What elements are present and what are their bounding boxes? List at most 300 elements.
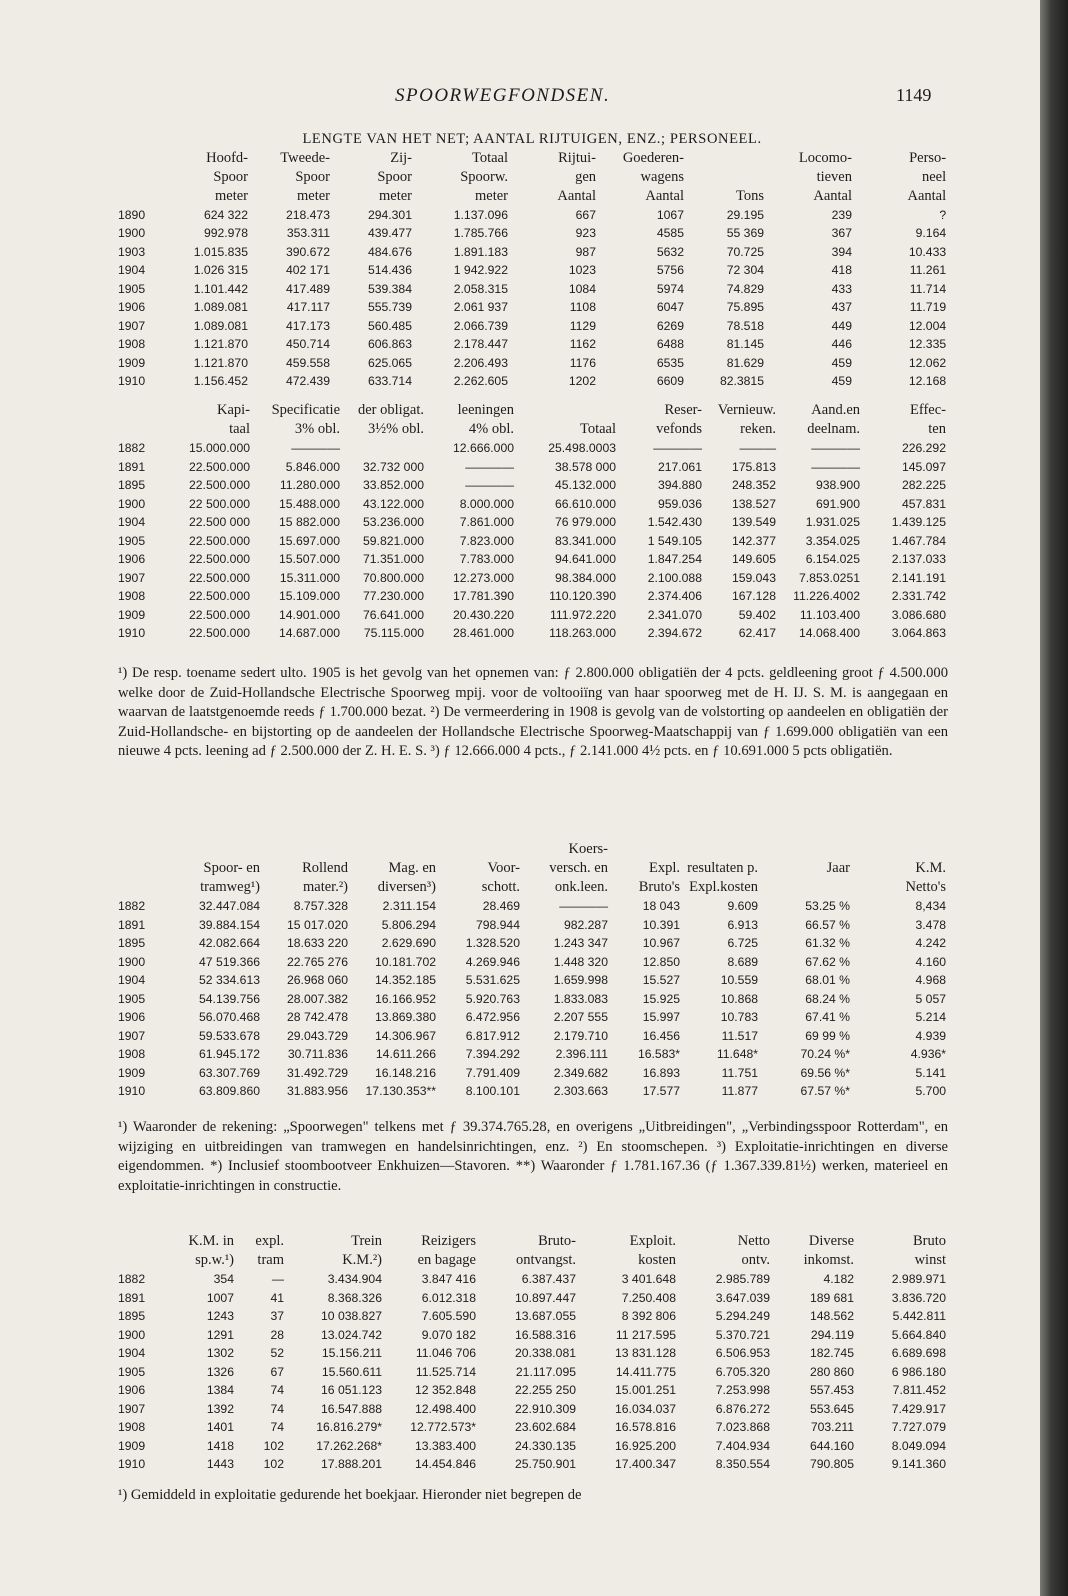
year-cell: 1905 xyxy=(118,533,146,548)
table-row xyxy=(118,916,948,935)
column-header: Netto's xyxy=(905,879,946,895)
table-cell: 354 xyxy=(213,1272,234,1286)
table-cell: ———— xyxy=(465,459,514,474)
table-cell: 5.294.249 xyxy=(715,1309,770,1323)
table-cell: 3 401.648 xyxy=(621,1272,676,1286)
table-cell: 4.936* xyxy=(910,1047,946,1061)
table-cell: 52 xyxy=(270,1346,284,1360)
table-row xyxy=(118,243,948,262)
table-cell: 2.206.493 xyxy=(453,355,508,370)
table-cell: 10.391 xyxy=(642,917,680,932)
footnote-text: ¹) De resp. toename sedert ulto. 1905 is het gevolg van het opnemen van: ƒ 2.800.000 obligatiën der 4 pcts. geldleening groot ƒ 4.500.000 welke door de Zuid-Hollandsche Electrische Spoorweg mpij. voor de voltooiïng van haar spoorweg met de H. IJ. S. M. is aangegaan en waarvan de laatstgenoemde reeds ƒ 1.700.000 bezat. ²) De vermeerdering in 1908 is gevolg van de volstorting op aandeelen en obligatiën der Zuid-Hollandsche- en bijstorting op de aandeelen der Hollandsche Electrische Spoorweg-Maatschappij van ƒ 1.699.000 obligatiën van een nieuwe 4 pcts. leening ad ƒ 2.500.000 der Z. H. E. S. ³) ƒ 12.666.000 4 pcts., ƒ 2.141.000 4½ pcts. en ƒ 10.691.000 5 pcts obligatiën. xyxy=(118,665,948,760)
column-header: der obligat. xyxy=(357,402,424,418)
table-cell: 68.24 % xyxy=(805,991,850,1006)
table-cell: 54.139.756 xyxy=(199,991,260,1006)
table-cell: 67.41 % xyxy=(805,1010,850,1024)
table-cell: 43.122.000 xyxy=(363,496,424,511)
table-cell: 69.56 %* xyxy=(800,1065,850,1080)
table-cell: 76.641.000 xyxy=(363,607,424,622)
table-cell: 11.226.4002 xyxy=(793,589,860,603)
table-cell: 417.173 xyxy=(285,318,330,333)
column-header xyxy=(686,168,766,187)
table-cell: 16.588.316 xyxy=(515,1327,576,1342)
table-cell: 41 xyxy=(270,1290,284,1305)
table-row xyxy=(118,224,948,243)
table-cell: ———— xyxy=(291,441,340,455)
year-cell: 1907 xyxy=(118,570,146,585)
table-cell: 7.404.934 xyxy=(715,1438,770,1453)
table-cell: 175.813 xyxy=(731,459,776,474)
table-cell: 472.439 xyxy=(285,374,330,388)
table-row xyxy=(118,458,948,477)
table-cell: 1.659.998 xyxy=(553,973,608,987)
year-cell: 1910 xyxy=(118,1084,146,1098)
column-header: Spoor- en xyxy=(203,860,260,876)
year-cell: 1906 xyxy=(118,1010,146,1024)
header-row xyxy=(118,401,948,420)
column-header xyxy=(118,1251,164,1270)
footnote-text: ¹) Waaronder de rekening: „Spoorwegen" telkens met ƒ 39.374.765.28, en overigens „Uitbreidingen", „Verbindingsspoor Rotterdam", en wijziging en uitbreidingen van tramwegen en handelsinrichtingen, enz. ²) En stoomschepen. ³) Exploitatie-inrichtingen en diverse eigendommen. *) Inclusief stoombootveer Enkhuizen—Stavoren. **) Waaronder ƒ 1.781.167.36 (ƒ 1.367.339.81½) werken, materieel en exploitatie-inrichtingen in constructie. xyxy=(118,1119,948,1194)
column-header: tramweg¹) xyxy=(200,879,260,895)
table-cell: 17.577 xyxy=(642,1084,680,1098)
table-cell: 37 xyxy=(270,1309,284,1323)
column-header: Specificatie xyxy=(271,402,340,418)
table-cell: 2.179.710 xyxy=(553,1028,608,1043)
table-cell: 59.533.678 xyxy=(199,1028,260,1043)
table-cell: 5.700 xyxy=(915,1084,946,1098)
year-cell: 1908 xyxy=(118,337,146,351)
table-cell: 987 xyxy=(575,244,596,259)
table-cell: 15.925 xyxy=(642,991,680,1006)
table-cell: 30.711.836 xyxy=(287,1047,348,1061)
table-cell: 25.750.901 xyxy=(515,1457,576,1471)
table-cell: 15 017.020 xyxy=(287,917,348,932)
table-cell: 217.061 xyxy=(657,459,702,474)
table-cell: 5.531.625 xyxy=(465,973,520,987)
year-cell: 1891 xyxy=(118,917,146,932)
column-header: Expl. xyxy=(648,860,680,876)
table-cell: 449 xyxy=(831,318,852,333)
table-cell: 16.148.216 xyxy=(375,1065,436,1080)
column-header xyxy=(852,840,948,859)
table-cell: 10.897.447 xyxy=(515,1290,576,1305)
year-cell: 1908 xyxy=(118,1420,146,1434)
table-cell: 74 xyxy=(270,1383,284,1397)
column-header: tieven xyxy=(816,168,852,185)
table-cell: 15.311.000 xyxy=(279,570,340,585)
table-row xyxy=(118,1008,948,1027)
column-header: reken. xyxy=(740,421,776,437)
table-cell: 10.967 xyxy=(642,936,680,950)
table-cell: 2.178.447 xyxy=(453,337,508,351)
table-row xyxy=(118,587,948,606)
column-header: ontvangst. xyxy=(515,1252,576,1268)
table-cell: 390.672 xyxy=(285,244,330,259)
table-cell: 539.384 xyxy=(367,281,412,296)
column-header xyxy=(118,859,164,878)
column-header: tram xyxy=(257,1252,284,1268)
table-cell: 15 882.000 xyxy=(279,515,340,529)
table-row xyxy=(118,934,948,953)
table-cell: 1.243 347 xyxy=(553,936,608,950)
table-cell: 139.549 xyxy=(731,515,776,529)
table-cell: 118.263.000 xyxy=(549,626,616,640)
column-header xyxy=(438,840,522,859)
table-cell: ———— xyxy=(465,478,514,492)
page-number: 1149 xyxy=(896,85,932,105)
year-cell: 1891 xyxy=(118,459,146,474)
header-row xyxy=(118,878,948,897)
table-row xyxy=(118,1289,948,1308)
table-cell: 5.214 xyxy=(915,1010,946,1024)
table-cell: 28 742.478 xyxy=(287,1010,348,1024)
table-cell: 7.250.408 xyxy=(621,1290,676,1305)
table-cell: 14.068.400 xyxy=(799,626,860,640)
table-cell: 3.086.680 xyxy=(891,607,946,622)
table-cell: 8.000.000 xyxy=(459,496,514,511)
column-header: 4% obl. xyxy=(468,421,514,437)
column-header xyxy=(118,840,164,859)
column-header: meter xyxy=(474,187,508,204)
table-cell: 450.714 xyxy=(285,337,330,351)
table-cell: 8.049.094 xyxy=(891,1438,946,1453)
table-row xyxy=(118,317,948,336)
table-cell: 22.500 000 xyxy=(189,515,250,529)
table-cell: 53.236.000 xyxy=(363,515,424,529)
year-cell: 1908 xyxy=(118,1047,146,1061)
footnote-block-2 xyxy=(118,1118,948,1196)
table-cell: 15.527 xyxy=(642,973,680,987)
year-cell: 1909 xyxy=(118,1438,146,1453)
table-cell: 21.117.095 xyxy=(515,1364,576,1379)
table-cell: 1326 xyxy=(206,1364,234,1379)
table-cell: 6.876.272 xyxy=(715,1401,770,1416)
table-row xyxy=(118,354,948,373)
table-cell: 31.883.956 xyxy=(287,1084,348,1098)
table-cell: 239 xyxy=(831,207,852,222)
table-cell: 29.195 xyxy=(726,207,764,222)
table-cell: 418 xyxy=(831,263,852,277)
year-cell: 1906 xyxy=(118,300,146,314)
table-cell: 3.836.720 xyxy=(891,1290,946,1305)
table-cell: 81.145 xyxy=(726,337,764,351)
table-cell: 6.154.025 xyxy=(805,552,860,566)
table-cell: 1.931.025 xyxy=(805,515,860,529)
table-row xyxy=(118,1400,948,1419)
column-header: Aand.en xyxy=(811,402,860,418)
table-cell: 5.442.811 xyxy=(892,1309,946,1323)
table-cell: 9.609 xyxy=(727,899,758,913)
column-header: winst xyxy=(914,1252,946,1268)
table-cell: 12.335 xyxy=(908,337,947,351)
year-cell: 1910 xyxy=(118,374,146,388)
column-header: Locomo- xyxy=(798,149,852,166)
table-cell: 1.156.452 xyxy=(193,374,248,388)
table-cell: 226.292 xyxy=(901,441,946,455)
table-cell: 14.306.967 xyxy=(375,1028,436,1043)
table-cell: 182.745 xyxy=(809,1346,854,1360)
year-cell: 1895 xyxy=(118,936,146,950)
table-cell: 32.732 000 xyxy=(363,459,424,474)
table-cell: 1.089.081 xyxy=(193,300,248,314)
table-cell: 12.168 xyxy=(908,374,947,388)
table-cell: 148.562 xyxy=(809,1309,854,1323)
table-cell: 1108 xyxy=(569,300,596,314)
table-cell: 459 xyxy=(831,374,852,388)
header-row xyxy=(118,859,948,878)
table-cell: 67.57 %* xyxy=(800,1084,850,1098)
table-cell: 1084 xyxy=(568,281,596,296)
table-cell: 2.311.154 xyxy=(382,899,436,913)
year-cell: 1903 xyxy=(118,244,146,259)
table-cell: 13 831.128 xyxy=(615,1346,676,1360)
column-header: leeningen xyxy=(457,402,514,418)
column-header xyxy=(118,187,166,206)
column-header: Exploit. xyxy=(629,1233,676,1249)
table-cell: 294.119 xyxy=(810,1327,854,1342)
table-cell: 218.473 xyxy=(285,207,330,222)
column-header: Diverse xyxy=(808,1233,854,1249)
table-cell: 1.026 315 xyxy=(193,263,248,277)
table-cell: 2.141.191 xyxy=(891,570,946,585)
column-header: Totaal xyxy=(471,149,508,166)
table-cell: 62.417 xyxy=(738,626,776,640)
table-row xyxy=(118,372,948,391)
table-cell: 61.945.172 xyxy=(199,1047,260,1061)
table-cell: 798.944 xyxy=(475,917,520,932)
column-header: en bagage xyxy=(417,1252,476,1268)
table-cell: 71.351.000 xyxy=(363,552,424,566)
table-cell: 76 979.000 xyxy=(555,515,616,529)
table-row xyxy=(118,569,948,588)
running-head xyxy=(0,85,1040,109)
year-cell: 1882 xyxy=(118,899,146,913)
table-cell: 70.24 %* xyxy=(800,1047,850,1061)
table-cell: 6.689.698 xyxy=(891,1346,946,1360)
year-cell: 1906 xyxy=(118,1383,146,1397)
table-cell: 53.25 % xyxy=(805,899,850,913)
column-header: Totaal xyxy=(579,421,616,437)
table-cell: 7.783.000 xyxy=(459,552,514,566)
table-cell: 437 xyxy=(831,300,852,314)
table-cell: 13.869.380 xyxy=(375,1010,436,1024)
table-cell: 402 171 xyxy=(285,263,330,277)
table-cell: 7.811.452 xyxy=(892,1383,946,1397)
footnote-block-1 xyxy=(118,664,948,762)
table-cell: 7.727.079 xyxy=(891,1420,946,1434)
table-row xyxy=(118,1363,948,1382)
table-cell: ——— xyxy=(739,441,776,455)
footnote-text: ¹) Gemiddeld in exploitatie gedurende het boekjaar. Hieronder niet begrepen de xyxy=(118,1487,582,1503)
column-header: 3½% obl. xyxy=(368,421,424,437)
column-header: Tweede- xyxy=(280,149,330,166)
table-cell: 5.664.840 xyxy=(891,1327,946,1342)
column-header: K.M. xyxy=(915,860,946,876)
table-cell: 142.377 xyxy=(731,533,776,548)
table-cell: 75.115.000 xyxy=(363,626,424,640)
table-cell: 16.583* xyxy=(637,1047,680,1061)
table-cell: 433 xyxy=(831,281,852,296)
table-cell: 14.454.846 xyxy=(415,1457,476,1471)
table-cell: 66.57 % xyxy=(805,917,850,932)
table-cell: 59.821.000 xyxy=(363,533,424,548)
table-cell: 280 860 xyxy=(809,1364,854,1379)
column-header: Kapi- xyxy=(216,402,250,418)
table-cell: 23.602.684 xyxy=(515,1420,576,1434)
table-cell: 63.307.769 xyxy=(199,1065,260,1080)
table-cell: 16.456 xyxy=(642,1028,680,1043)
year-cell: 1909 xyxy=(118,607,146,622)
table-row xyxy=(118,261,948,280)
table-cell: 15.488.000 xyxy=(279,496,340,511)
column-header: Effec- xyxy=(910,402,946,418)
year-cell: 1904 xyxy=(118,515,146,529)
column-header: Bruto's xyxy=(638,879,680,895)
table-cell: 2.207 555 xyxy=(553,1010,608,1024)
year-cell: 1904 xyxy=(118,973,146,987)
table-row xyxy=(118,1381,948,1400)
table-cell: 75.895 xyxy=(726,300,764,314)
table-cell: 923 xyxy=(575,226,596,240)
table-row xyxy=(118,897,948,916)
table-cell: 9.164 xyxy=(915,226,947,240)
header-row xyxy=(118,149,948,168)
year-cell: 1909 xyxy=(118,355,146,370)
table-cell: 5.920.763 xyxy=(465,991,520,1006)
column-header: Spoor xyxy=(295,168,330,185)
table-cell: 67.62 % xyxy=(805,954,850,969)
table-cell: 22.500.000 xyxy=(189,589,250,603)
column-header: Jaar xyxy=(826,860,850,876)
table-cell: 2.396.111 xyxy=(555,1047,608,1061)
table-cell: 394.880 xyxy=(657,478,702,492)
table-cell: 8,434 xyxy=(915,899,946,913)
table-cell: ———— xyxy=(811,441,860,455)
table-cell: 11.046 706 xyxy=(415,1346,476,1360)
year-cell: 1904 xyxy=(118,1346,146,1360)
table-cell: 1.015.835 xyxy=(193,244,248,259)
table-cell: 459 xyxy=(831,355,852,370)
table-cell: 691.900 xyxy=(815,496,860,511)
table-cell: ———— xyxy=(653,441,702,455)
table-cell: 1302 xyxy=(206,1346,234,1360)
table-cell: 68.01 % xyxy=(805,973,850,987)
table-cell: 15.560.611 xyxy=(321,1364,382,1379)
table-cell: 2.374.406 xyxy=(647,589,702,603)
column-header xyxy=(164,840,262,859)
table-cell: 1.847.254 xyxy=(647,552,702,566)
table-cell: 6535 xyxy=(656,355,684,370)
table-cell: 625.065 xyxy=(367,355,412,370)
table-cell: 2.061 937 xyxy=(453,300,508,314)
table-row xyxy=(118,495,948,514)
column-header xyxy=(118,1232,164,1251)
table-cell: 1.467.784 xyxy=(891,533,946,548)
table-cell: 633.714 xyxy=(367,374,412,388)
table-cell: 11.517 xyxy=(721,1028,758,1043)
table-row xyxy=(118,439,948,458)
table-cell: 29.043.729 xyxy=(287,1028,348,1043)
table-cell: 6.913 xyxy=(727,917,758,932)
table-exploitatie xyxy=(118,1232,948,1474)
table-cell: 6.506.953 xyxy=(715,1346,770,1360)
table-cell: 1384 xyxy=(206,1383,234,1397)
table-cell: 56.070.468 xyxy=(199,1010,260,1024)
table-cell: 2.100.088 xyxy=(647,570,702,585)
table-cell: 28.461.000 xyxy=(453,626,514,640)
column-header: Rijtui- xyxy=(558,149,596,166)
table-cell: 4.242 xyxy=(915,936,946,950)
year-cell: 1905 xyxy=(118,1364,146,1379)
column-header: Hoofd- xyxy=(206,149,248,166)
table-cell: 145.097 xyxy=(901,459,946,474)
header-row xyxy=(118,1251,948,1270)
table-cell: 82.3815 xyxy=(719,374,764,388)
table-cell: 3.478 xyxy=(915,917,946,932)
table-cell: 15.997 xyxy=(642,1010,680,1024)
column-header xyxy=(118,420,162,439)
table-cell: 14.611.266 xyxy=(375,1047,436,1061)
table-cell: 12.772.573* xyxy=(410,1420,476,1434)
table-cell: 644.160 xyxy=(809,1438,854,1453)
table-cell: 28 xyxy=(270,1327,284,1342)
column-header: versch. en xyxy=(549,860,608,876)
table-cell: — xyxy=(271,1272,284,1286)
table-cell: 15.156.211 xyxy=(321,1346,382,1360)
column-header: Aantal xyxy=(907,187,947,204)
table-cell: 6.705.320 xyxy=(715,1364,770,1379)
table-cell: 14.411.775 xyxy=(615,1364,676,1379)
year-cell: 1895 xyxy=(118,1309,146,1323)
table-cell: 74 xyxy=(270,1420,284,1434)
year-cell: 1895 xyxy=(118,478,146,492)
table-cell: 394 xyxy=(831,244,852,259)
table-cell: 11.261 xyxy=(909,263,947,277)
table-cell: 8.100.101 xyxy=(465,1084,520,1098)
table-cell: 1007 xyxy=(206,1290,234,1305)
table-cell: 11.714 xyxy=(909,281,947,296)
table-cell: 63.809.860 xyxy=(199,1084,260,1098)
year-cell: 1910 xyxy=(118,626,146,640)
column-header xyxy=(350,840,438,859)
table-cell: 28.469 xyxy=(482,899,520,913)
table-cell: 282.225 xyxy=(901,478,946,492)
table-cell: 11.751 xyxy=(721,1065,758,1080)
table-cell: 6.817.912 xyxy=(465,1028,520,1043)
table-cell: 1.137.096 xyxy=(453,207,508,222)
year-cell: 1900 xyxy=(118,496,146,511)
table-cell: 42.082.664 xyxy=(199,936,260,950)
table-cell: 22.500.000 xyxy=(189,478,250,492)
table-cell: 74 xyxy=(270,1401,284,1416)
table-row xyxy=(118,606,948,625)
table-cell: 1 942.922 xyxy=(453,263,508,277)
table-cell: 22.500.000 xyxy=(189,626,250,640)
table-cell: 22.255 250 xyxy=(515,1383,576,1397)
table-cell: 28.007.382 xyxy=(287,991,348,1006)
table-cell: 25.498.0003 xyxy=(548,441,616,455)
table-cell: 11.280.000 xyxy=(279,478,340,492)
column-header xyxy=(118,149,166,168)
table-cell: 1.121.870 xyxy=(193,337,248,351)
table-cell: 12.062 xyxy=(908,355,947,370)
table-cell: 1.542.430 xyxy=(647,515,702,529)
table-row xyxy=(118,1045,948,1064)
table-cell: 22.500.000 xyxy=(189,533,250,548)
header-row xyxy=(118,168,948,187)
column-header xyxy=(610,840,682,859)
table-cell: ———— xyxy=(559,899,608,913)
